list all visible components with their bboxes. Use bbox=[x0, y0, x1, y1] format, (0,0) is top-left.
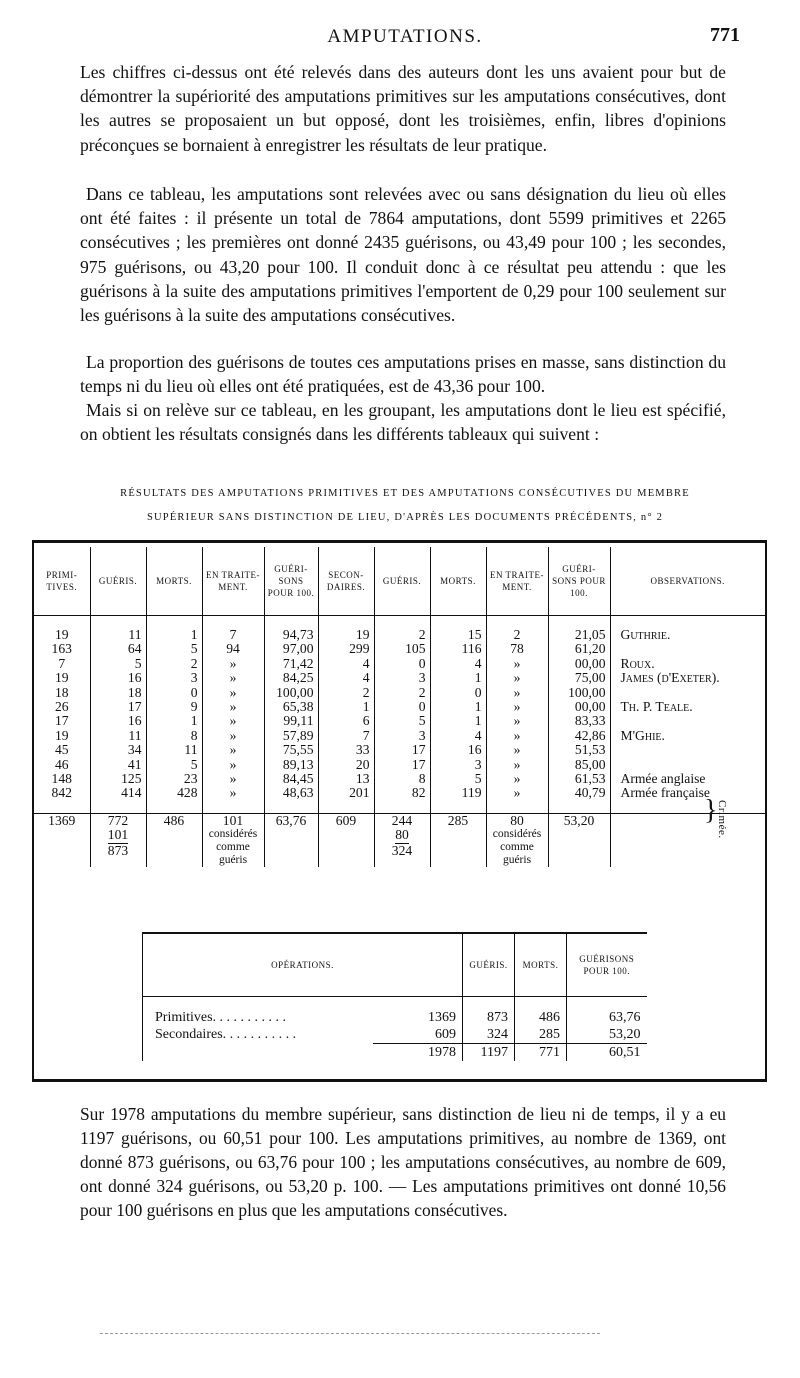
observation-cell bbox=[610, 714, 765, 728]
table-cell: 51,53 bbox=[548, 743, 610, 757]
summary-col-header: GUÉRISONS POUR 100. bbox=[567, 933, 647, 997]
main-table-total bbox=[34, 813, 765, 867]
spacer-cell bbox=[146, 801, 202, 814]
table-row bbox=[34, 657, 765, 671]
table-cell: 2 bbox=[374, 628, 430, 642]
summary-body bbox=[143, 997, 647, 1062]
table-cell: 71,42 bbox=[264, 657, 318, 671]
table-cell: 4 bbox=[430, 729, 486, 743]
observation-cell bbox=[610, 743, 765, 757]
table-row bbox=[34, 786, 765, 800]
col-header: GUÉRI-SONS POUR 100. bbox=[548, 547, 610, 616]
observation-cell: James (d'Exeter). bbox=[610, 671, 765, 685]
table-cell: 94,73 bbox=[264, 628, 318, 642]
col-header: MORTS. bbox=[430, 547, 486, 616]
table-cell: » bbox=[202, 700, 264, 714]
table-cell: » bbox=[486, 743, 548, 757]
table-cell: 82 bbox=[374, 786, 430, 800]
table-cell: 7 bbox=[58, 655, 66, 671]
paragraph-2: Dans ce tableau, les amputations sont relevées avec ou sans désignation du lieu où elles ont été faites : il présente un total de 7864 amputations, dont 5599 primitives et 2265 consécutives ; les premières ont donné 2435 guérisons, ou 43,49 pour 100 ; les secondes, 975 guérisons, ou 43,20 pour 100. Il conduit donc à ce résultat peu attendu : que les guérisons à la suite des amputations primitives l'emportent de 0,29 pour 100 seulement sur les guérisons à la suite des amputations consécutives. bbox=[80, 184, 726, 326]
observation-cell: Roux. bbox=[610, 657, 765, 671]
summary-total-row bbox=[143, 1044, 647, 1062]
table-cell: 33 bbox=[318, 743, 374, 757]
table-cell: 83,33 bbox=[548, 714, 610, 728]
summary-cell: 609 bbox=[435, 1027, 456, 1042]
table-cell: 3 bbox=[146, 671, 202, 685]
summary-total-cell bbox=[143, 1044, 373, 1062]
table-cell: 15 bbox=[430, 628, 486, 642]
table-cell: 3 bbox=[430, 758, 486, 772]
table-cell: » bbox=[202, 786, 264, 800]
table-cell: 7 bbox=[202, 628, 264, 642]
brace-icon: } bbox=[704, 795, 718, 826]
table-cell: » bbox=[202, 729, 264, 743]
table-cell: 40,79 bbox=[548, 786, 610, 800]
table-cell: 1 bbox=[430, 700, 486, 714]
table-cell: » bbox=[202, 714, 264, 728]
table-cell: 97,00 bbox=[264, 642, 318, 656]
total-gueris2-add: 80 bbox=[395, 827, 409, 843]
table-cell: 7 bbox=[318, 729, 374, 743]
table-cell: 00,00 bbox=[548, 700, 610, 714]
observation-cell bbox=[610, 758, 765, 772]
col-header: OBSERVATIONS. bbox=[610, 547, 765, 616]
table-cell: » bbox=[486, 700, 548, 714]
table-cell: 57,89 bbox=[264, 729, 318, 743]
total-gueris-cell bbox=[90, 813, 146, 867]
total-gueris2: 244 bbox=[391, 812, 413, 828]
table-cell: » bbox=[202, 671, 264, 685]
table-cell: 23 bbox=[146, 772, 202, 786]
table-cell: 148 bbox=[51, 771, 72, 787]
table-cell: 2 bbox=[374, 686, 430, 700]
table-cell: 5 bbox=[146, 758, 202, 772]
observation-cell bbox=[610, 642, 765, 656]
summary-label: Secondaires. . . . . . . . . . . bbox=[143, 1026, 373, 1044]
total-secondaires: 609 bbox=[318, 813, 374, 867]
table-row bbox=[34, 743, 765, 757]
summary-row bbox=[143, 997, 647, 1027]
total-traitement-note: considérés comme guéris bbox=[208, 828, 258, 867]
table-cell: 20 bbox=[318, 758, 374, 772]
table-cell: 41 bbox=[90, 758, 146, 772]
table-cell: 11 bbox=[90, 729, 146, 743]
table-cell: 5 bbox=[374, 714, 430, 728]
table-cell: 3 bbox=[374, 671, 430, 685]
table-row bbox=[34, 729, 765, 743]
table-cell: » bbox=[202, 686, 264, 700]
paragraph-4: Mais si on relève sur ce tableau, en les groupant, les amputations dont le lieu est spécifié, on obtient les résultats consignés dans les différents tableaux qui suivent : bbox=[80, 400, 726, 445]
summary-cell: 53,20 bbox=[567, 1026, 647, 1044]
table-cell: 11 bbox=[90, 628, 146, 642]
table-cell: 84,25 bbox=[264, 671, 318, 685]
observation-cell: Th. P. Teale. bbox=[610, 700, 765, 714]
table-cell: 8 bbox=[374, 772, 430, 786]
table-cell: 75,00 bbox=[548, 671, 610, 685]
summary-table bbox=[142, 932, 647, 1061]
table-cell: 125 bbox=[90, 772, 146, 786]
table-cell: 17 bbox=[374, 758, 430, 772]
table-cell: 0 bbox=[374, 700, 430, 714]
table-cell: 75,55 bbox=[264, 743, 318, 757]
table-cell: 9 bbox=[146, 700, 202, 714]
table-cell: 11 bbox=[146, 743, 202, 757]
observation-cell: Armée française bbox=[610, 786, 765, 800]
main-table-body bbox=[34, 616, 765, 814]
table-cell: 16 bbox=[90, 671, 146, 685]
table-cell: 84,45 bbox=[264, 772, 318, 786]
total-traitement2-note: considérés comme guéris bbox=[492, 828, 542, 867]
summary-total-cell: 60,51 bbox=[567, 1044, 647, 1062]
footer-rule bbox=[100, 1333, 600, 1334]
table-cell: 13 bbox=[318, 772, 374, 786]
total-obs bbox=[610, 813, 765, 867]
table-cell: 4 bbox=[318, 671, 374, 685]
page-header bbox=[80, 24, 740, 48]
table-cell: 3 bbox=[374, 729, 430, 743]
table-row bbox=[34, 686, 765, 700]
summary-col-header: OPÉRATIONS. bbox=[143, 933, 463, 997]
summary-header-row bbox=[143, 933, 647, 997]
page-number: 771 bbox=[710, 24, 740, 46]
table-cell: 116 bbox=[430, 642, 486, 656]
table-cell: » bbox=[486, 714, 548, 728]
table-cell: 5 bbox=[146, 642, 202, 656]
summary-cell: 63,76 bbox=[567, 997, 647, 1027]
table-cell: 18 bbox=[54, 684, 69, 700]
observation-cell bbox=[610, 686, 765, 700]
summary-label: Primitives. . . . . . . . . . . bbox=[143, 997, 373, 1027]
table-cell: 100,00 bbox=[548, 686, 610, 700]
col-header: EN TRAITE-MENT. bbox=[202, 547, 264, 616]
summary-cell: 285 bbox=[515, 1026, 567, 1044]
total-gueris-sum: 873 bbox=[107, 842, 129, 858]
table-cell: 105 bbox=[374, 642, 430, 656]
table-cell: 89,13 bbox=[264, 758, 318, 772]
table-cell: 2 bbox=[486, 628, 548, 642]
table-cell: 48,63 bbox=[264, 786, 318, 800]
col-header: GUÉRI-SONS POUR 100. bbox=[264, 547, 318, 616]
table-cell: 119 bbox=[430, 786, 486, 800]
observation-cell: Guthrie. bbox=[610, 628, 765, 642]
table-cell: » bbox=[486, 686, 548, 700]
table-cell: 26 bbox=[54, 699, 69, 715]
spacer-cell bbox=[90, 801, 146, 814]
total-gueris2-cell bbox=[374, 813, 430, 867]
table-cell: 94 bbox=[202, 642, 264, 656]
summary-col-header: MORTS. bbox=[515, 933, 567, 997]
summary-cell: 324 bbox=[463, 1026, 515, 1044]
table-cell: 6 bbox=[318, 714, 374, 728]
table-cell: 1 bbox=[430, 714, 486, 728]
table-cell: » bbox=[486, 786, 548, 800]
table-cell: 1 bbox=[430, 671, 486, 685]
table-cell: 8 bbox=[146, 729, 202, 743]
table-cell: » bbox=[486, 758, 548, 772]
summary-row bbox=[143, 1026, 647, 1044]
col-header: GUÉRIS. bbox=[374, 547, 430, 616]
table-cell: 17 bbox=[54, 713, 69, 729]
table-row bbox=[34, 758, 765, 772]
spacer-cell bbox=[374, 801, 430, 814]
summary-cell: 1369 bbox=[428, 1010, 456, 1025]
observation-cell: Armée anglaise bbox=[610, 772, 765, 786]
table-cell: 46 bbox=[54, 756, 69, 772]
table-cell: 16 bbox=[90, 714, 146, 728]
spacer-cell bbox=[610, 801, 765, 814]
table-cell: » bbox=[202, 657, 264, 671]
table-cell: 414 bbox=[90, 786, 146, 800]
table-cell: 842 bbox=[51, 785, 72, 801]
spacer-cell bbox=[548, 801, 610, 814]
summary-total-cell: 771 bbox=[515, 1044, 567, 1062]
spacer-cell bbox=[430, 801, 486, 814]
table-cell: 42,86 bbox=[548, 729, 610, 743]
table-cell: » bbox=[486, 671, 548, 685]
table-cell: » bbox=[486, 729, 548, 743]
table-cell: 100,00 bbox=[264, 686, 318, 700]
table-cell: » bbox=[202, 772, 264, 786]
table-cell: 0 bbox=[146, 686, 202, 700]
main-table bbox=[34, 547, 765, 867]
table-cell: » bbox=[486, 657, 548, 671]
total-row bbox=[34, 813, 765, 867]
total-primitives: 1369 bbox=[34, 813, 90, 867]
table-cell: 19 bbox=[54, 670, 69, 686]
table-cell: 45 bbox=[54, 742, 69, 758]
paragraph-3: La proportion des guérisons de toutes ces amputations prises en masse, sans distinction du temps ni du lieu où elles ont été pratiquées, est de 43,36 pour 100. bbox=[80, 352, 726, 397]
table-cell: 19 bbox=[54, 727, 69, 743]
col-header: SECON-DAIRES. bbox=[318, 547, 374, 616]
table-cell: 65,38 bbox=[264, 700, 318, 714]
table-cell: 61,53 bbox=[548, 772, 610, 786]
col-header: PRIMI-TIVES. bbox=[34, 547, 90, 616]
total-morts: 486 bbox=[146, 813, 202, 867]
total-traitement2: 80 bbox=[510, 812, 524, 828]
table-cell: 17 bbox=[90, 700, 146, 714]
table-cell: 16 bbox=[430, 743, 486, 757]
table-cell: 0 bbox=[430, 686, 486, 700]
table-cell: 2 bbox=[318, 686, 374, 700]
table-cell: 34 bbox=[90, 743, 146, 757]
spacer-cell bbox=[34, 801, 90, 814]
table-cell: » bbox=[202, 743, 264, 757]
col-header: GUÉRIS. bbox=[90, 547, 146, 616]
paragraph-1: Les chiffres ci-dessus ont été relevés dans des auteurs dont les uns avaient pour but de démontrer la supériorité des amputations primitives sur les amputations consécutives, dont les autres se proposaient un but opposé, dont les troisièmes, enfin, libres d'opinions préconçues se bornaient à enregistrer les résultats de leur pratique. bbox=[80, 62, 726, 155]
table-cell: 4 bbox=[430, 657, 486, 671]
table-cell: 163 bbox=[51, 641, 72, 657]
table-cell: 61,20 bbox=[548, 642, 610, 656]
table-cell: 64 bbox=[90, 642, 146, 656]
table-cell: 201 bbox=[318, 786, 374, 800]
col-header: MORTS. bbox=[146, 547, 202, 616]
table-cell: 99,11 bbox=[264, 714, 318, 728]
table-row bbox=[34, 671, 765, 685]
caption-line-2: SUPÉRIEUR SANS DISTINCTION DE LIEU, D'APRÈS LES DOCUMENTS PRÉCÉDENTS, n° 2 bbox=[146, 512, 664, 523]
table-cell: 1 bbox=[146, 714, 202, 728]
table-row bbox=[34, 772, 765, 786]
table-cell: 19 bbox=[318, 628, 374, 642]
caption-line-1: RÉSULTATS DES AMPUTATIONS PRIMITIVES ET DES AMPUTATIONS CONSÉCUTIVES DU MEMBRE bbox=[120, 488, 690, 499]
table-cell: 299 bbox=[318, 642, 374, 656]
spacer-cell bbox=[264, 801, 318, 814]
crimee-label: Crimée. bbox=[716, 800, 728, 839]
table-cell: 18 bbox=[90, 686, 146, 700]
observation-cell: M'Ghie. bbox=[610, 729, 765, 743]
col-header: EN TRAITE-MENT. bbox=[486, 547, 548, 616]
summary-total-cell: 1978 bbox=[373, 1044, 463, 1062]
table-cell: 78 bbox=[486, 642, 548, 656]
spacer-cell bbox=[202, 801, 264, 814]
table-cell: 5 bbox=[430, 772, 486, 786]
spacer-cell bbox=[318, 801, 374, 814]
table-cell: » bbox=[486, 772, 548, 786]
table-cell: 21,05 bbox=[548, 628, 610, 642]
summary-cell: 873 bbox=[463, 997, 515, 1027]
table-cell: » bbox=[202, 758, 264, 772]
total-pct2: 53,20 bbox=[548, 813, 610, 867]
table-cell: 5 bbox=[90, 657, 146, 671]
total-traitement-cell bbox=[202, 813, 264, 867]
paragraph-5: Sur 1978 amputations du membre supérieur, sans distinction de lieu ni de temps, il y a eu 1197 guérisons, ou 60,51 pour 100. Les amputations primitives, au nombre de 1369, ont donné 873 guérisons, ou 63,76 pour 100 ; les amputations consécutives, au nombre de 609, ont donné 324 guérisons, ou 53,20 p. 100. — Les amputations primitives ont donné 10,56 pour 100 guérisons en plus que les amputations consécutives. bbox=[80, 1104, 726, 1220]
main-table-header-row bbox=[34, 547, 765, 616]
spacer-row bbox=[34, 801, 765, 814]
table-cell: 4 bbox=[318, 657, 374, 671]
table-cell: 1 bbox=[146, 628, 202, 642]
table-cell: 2 bbox=[146, 657, 202, 671]
table-caption bbox=[60, 482, 750, 530]
table-cell: 00,00 bbox=[548, 657, 610, 671]
total-gueris-add: 101 bbox=[107, 827, 129, 843]
table-cell: 0 bbox=[374, 657, 430, 671]
total-gueris2-sum: 324 bbox=[391, 842, 413, 858]
table-row bbox=[34, 714, 765, 728]
table-row bbox=[34, 642, 765, 656]
total-traitement2-cell bbox=[486, 813, 548, 867]
spacer-cell bbox=[486, 801, 548, 814]
table-cell: 17 bbox=[374, 743, 430, 757]
table-cell: 19 bbox=[54, 627, 69, 642]
table-cell: 1 bbox=[318, 700, 374, 714]
table-row bbox=[34, 700, 765, 714]
table-cell: 85,00 bbox=[548, 758, 610, 772]
table-cell: 428 bbox=[146, 786, 202, 800]
total-gueris: 772 bbox=[107, 812, 129, 828]
table-row bbox=[34, 628, 765, 642]
total-morts2: 285 bbox=[430, 813, 486, 867]
summary-total-cell: 1197 bbox=[463, 1044, 515, 1062]
summary-col-header: GUÉRIS. bbox=[463, 933, 515, 997]
running-title: AMPUTATIONS. bbox=[327, 26, 483, 47]
summary-cell: 486 bbox=[515, 997, 567, 1027]
total-traitement: 101 bbox=[222, 812, 244, 828]
total-pct: 63,76 bbox=[264, 813, 318, 867]
